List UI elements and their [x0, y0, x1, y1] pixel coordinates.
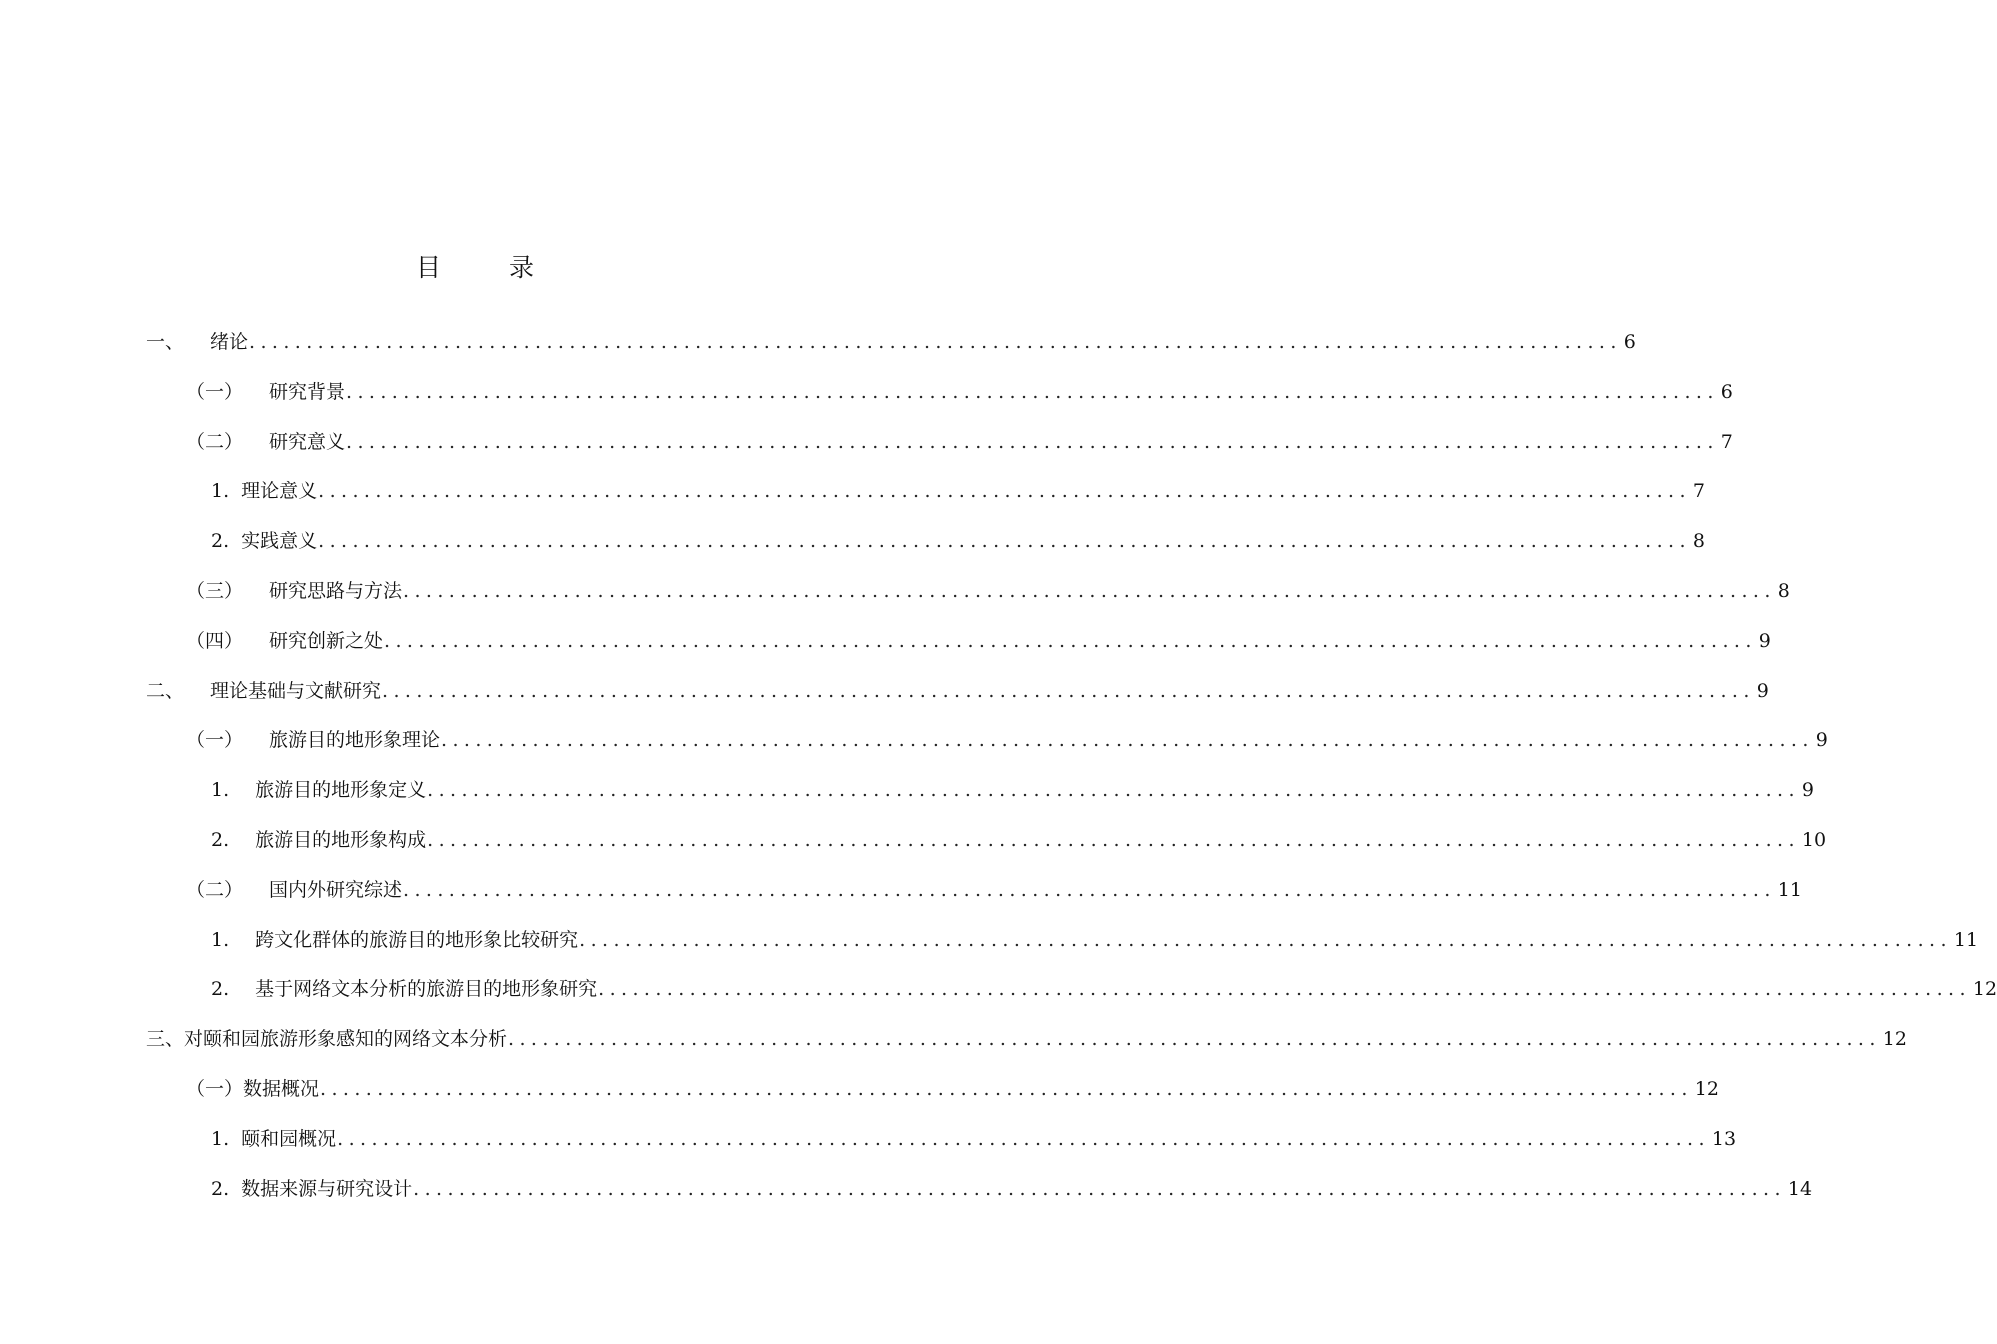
toc-page-number: 9 [1758, 629, 1771, 652]
toc-dot-leader: ........................................................................................................................ [413, 1177, 1786, 1200]
toc-entry-title: 旅游目的地形象构成 [255, 829, 427, 851]
toc-page-number: 8 [1777, 580, 1790, 602]
toc-entry-title: 对颐和园旅游形象感知的网络文本分析 [184, 1028, 508, 1051]
toc-entry[interactable] [186, 720, 1828, 760]
toc-entry-title: 旅游目的地形象定义 [255, 779, 427, 802]
toc-page-number: 14 [1787, 1177, 1813, 1200]
toc-dot-leader: ........................................................................................................................ [441, 729, 1814, 752]
toc-entry-number: （一） [186, 729, 244, 752]
toc-page-number: 9 [1756, 679, 1769, 702]
toc-entry[interactable] [146, 1019, 1907, 1059]
toc-entry-number: 2. [211, 1177, 230, 1200]
toc-entry[interactable] [211, 471, 1705, 511]
toc-entry-title: 基于网络文本分析的旅游目的地形象研究 [255, 978, 598, 1001]
toc-entry[interactable] [186, 372, 1733, 412]
toc-dot-leader: ........................................................................................................................ [384, 629, 1757, 652]
toc-entry-number: 1. [211, 1127, 230, 1150]
toc-entry-title: 研究思路与方法 [269, 580, 403, 602]
toc-page-number: 7 [1692, 480, 1705, 503]
toc-entry-title: 跨文化群体的旅游目的地形象比较研究 [255, 928, 579, 951]
toc-entry-title: 研究创新之处 [269, 629, 384, 652]
toc-entry[interactable] [186, 571, 1790, 611]
toc-entry-title: 旅游目的地形象理论 [269, 729, 441, 752]
toc-entry-title: 理论基础与文献研究 [210, 679, 382, 702]
toc-dot-leader: ........................................................................................................................ [346, 430, 1719, 453]
toc-entry[interactable] [186, 870, 1802, 910]
toc-entry-number: 1. [211, 480, 230, 503]
toc-entry-title: 绪论 [210, 331, 249, 353]
toc-entry[interactable] [146, 671, 1769, 711]
toc-entry-number: 三、 [146, 1028, 185, 1051]
toc-entry-title: 颐和园概况 [241, 1127, 337, 1150]
toc-dot-leader: ........................................................................................................................ [382, 679, 1755, 702]
toc-entry-title: 研究意义 [269, 430, 346, 453]
toc-dot-leader: ........................................................................................................................ [249, 331, 1622, 353]
toc-dot-leader: ........................................................................................................................ [598, 978, 1971, 1001]
toc-entry-number: （四） [186, 629, 244, 652]
toc-entry[interactable] [211, 969, 1997, 1009]
toc-entry-number: （三） [186, 580, 244, 602]
toc-entry-title: 数据来源与研究设计 [241, 1177, 413, 1200]
toc-page-number: 10 [1801, 829, 1827, 851]
page-title: 目 录 [416, 253, 564, 282]
toc-entry[interactable] [211, 1169, 1813, 1209]
toc-entry-number: 1. [211, 779, 230, 802]
toc-entry-number: 二、 [146, 679, 185, 702]
toc-page-number: 11 [1953, 928, 1979, 951]
toc-entry[interactable] [186, 422, 1733, 462]
toc-entry-number: （二） [186, 430, 244, 453]
toc-dot-leader: ........................................................................................................................ [346, 380, 1719, 403]
toc-page-number: 9 [1815, 729, 1828, 752]
toc-dot-leader: ........................................................................................................................ [427, 779, 1800, 802]
toc-page-number: 8 [1692, 530, 1705, 553]
toc-entry-title: 国内外研究综述 [269, 878, 403, 901]
toc-page-number: 7 [1720, 430, 1733, 453]
toc-entry[interactable] [211, 770, 1814, 810]
toc-entry-number: （二） [186, 878, 244, 901]
toc-entry[interactable] [211, 1119, 1737, 1159]
toc-page-number: 6 [1623, 331, 1636, 353]
toc-dot-leader: ........................................................................................................................ [403, 580, 1776, 602]
toc-entry-number: （一） [186, 380, 244, 403]
toc-dot-leader: ........................................................................................................................ [337, 1127, 1710, 1150]
toc-entry-number: 2. [211, 978, 230, 1001]
toc-dot-leader: ........................................................................................................................ [579, 928, 1952, 951]
toc-entry-number: 1. [211, 928, 230, 951]
toc-entry[interactable] [211, 920, 1979, 960]
toc-page-number: 12 [1882, 1028, 1907, 1051]
toc-dot-leader: ........................................................................................................................ [320, 1078, 1693, 1100]
toc-entry-number: 2. [211, 829, 230, 851]
toc-entry-title: 数据概况 [243, 1078, 320, 1100]
toc-dot-leader: ........................................................................................................................ [508, 1028, 1881, 1051]
toc-dot-leader: ........................................................................................................................ [318, 480, 1691, 503]
toc-page-number: 11 [1777, 878, 1802, 901]
toc-entry[interactable] [211, 820, 1827, 860]
toc-page-number: 12 [1694, 1078, 1719, 1100]
toc-dot-leader: ........................................................................................................................ [427, 829, 1800, 851]
toc-entry[interactable] [211, 521, 1705, 561]
toc-entry[interactable] [186, 1069, 1719, 1109]
toc-entry[interactable] [146, 322, 1636, 362]
toc-dot-leader: ........................................................................................................................ [403, 878, 1776, 901]
toc-entry-title: 理论意义 [241, 480, 318, 503]
toc-page-number: 12 [1972, 978, 1997, 1001]
toc-entry-title: 研究背景 [269, 380, 346, 403]
toc-page-number: 13 [1711, 1127, 1737, 1150]
toc-entry-title: 实践意义 [241, 530, 318, 553]
toc-entry-number: （一） [186, 1078, 244, 1100]
toc-entry-number: 2. [211, 530, 230, 553]
toc-page-number: 9 [1801, 779, 1814, 802]
toc-page-number: 6 [1720, 380, 1733, 403]
toc-entry-number: 一、 [146, 331, 185, 353]
toc-entry[interactable] [186, 621, 1771, 661]
toc-dot-leader: ........................................................................................................................ [318, 530, 1691, 553]
